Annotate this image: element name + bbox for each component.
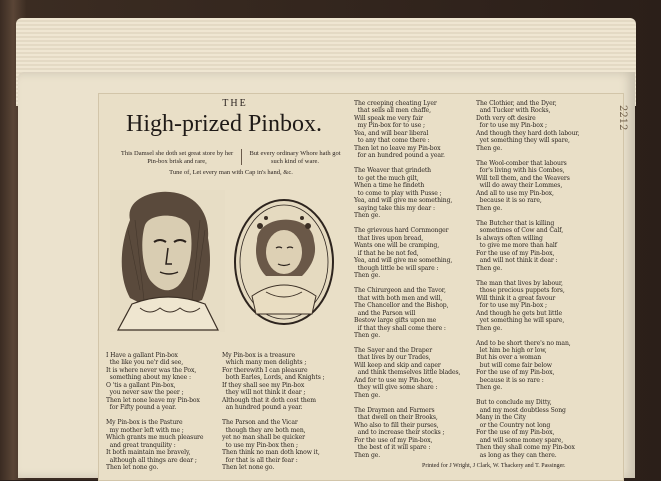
verse-column-1: I Have a gallant Pin-box the like you ne'r did see, It is where never was the Pox, something about my knee : O 'tis a gallant Pin-box, you never saw the peer ; Then let none leave my Pin-box for Fifty pound a year. My Pin-box is the Pasture my mother left with me ; Which grants me much pleasure and great tranquility : It both maintain me bravely, although all things are dear ; Then let none go. bbox=[106, 352, 204, 472]
title-prefix: THE bbox=[222, 98, 248, 109]
verse-column-2: My Pin-box is a treasure which many men delights ; For therewith I can pleasure both Earles, Lords, and Knights ; If they shall see my Pin-box they will not think it dear ; Although that it doth cost them an hundred pound a year. The Parson and the Vicar though they are both men, yet no man shall be quicker to use my Pin-box then ; Then think no man doth know it, for that is all their fear : Then let none go. bbox=[222, 352, 325, 472]
verse-column-4: The Clothier, and the Dyer, and Tucker with Rocks, Doth very oft desire for to use my Pin-box ; And though they hard doth labour, yet something they will spare, Then ge. The Wool-comber that labours for's living with his Combes, Will tell them, and the Weavers will do away their Lommes, And all to use my Pin-box, because it is so rare, Then ge. The Butcher that is killing sometimes of Cow and Calf, Is always often willing to give me more than half For the use of my Pin-box, and will not think it dear : Then ge. The man that lives by labour, those precious puppets fors, Will think it a great favour for to use my Pin-box ; And though he gets but little yet something he will spare, Then ge. And to be short there's no man, let him be high or low, But his over a woman but will come fair below For the use of my Pin-box, because it is so rare : Then ge. But to conclude my Ditty, and my most doubtless Song Many in the City or the Country not long For the use of my Pin-box, and will some money spare, Then they shall come my Pin-box as long as they can there. bbox=[476, 100, 580, 459]
woman-woodcut-image bbox=[232, 196, 337, 328]
subtitle-right: But every ordinary Whore hath got such kind of ware. bbox=[249, 150, 341, 165]
verse-column-3: The creeping cheating Lyer that sells all men chaffe, Will speak me very fair my Pin-box for to use ; Yea, and will bear liberal to any that come there : Then let no leave my Pin-box for an hundred pound a year. The Weaver that grindeth to get the much gilt, When a time he findeth to come to play with Pusse ; Yea, and will give me something, saying take this my dear : Then ge. The grievous hard Cornmonger that lives upon bread, Wants one will be cramping, if that he be not fed, Yea, and will give me something, though little be will spare : Then ge. The Chirurgeon and the Tavor, that with both men and will, The Chancellor and the Bishop, and the Parson will Bestow large gifts upon me if that they shall come there : Then ge. The Sayer and the Draper that lives by our Trades, Will keep and skip and caper and think themselves little blades, And for to use my Pin-box, they will give some share : Then ge. The Draymen and Farmers that dwell on their Brooks, Who also to fill their purses, and to increase their stocks ; For the use of my Pin-box, the best of it will spare : Then ge. bbox=[354, 100, 461, 459]
subtitle-divider bbox=[241, 149, 242, 165]
subtitle-left: This Damsel she doth set great store by her Pin-box brisk and rare, bbox=[120, 150, 234, 165]
printer-imprint: Printed for J Wright, J Clark, W. Thackery and T. Passinger. bbox=[422, 463, 566, 469]
folio-number: 2212 bbox=[617, 105, 628, 131]
tune-line: Tune of, Let every man with Cap in's hand, &c. bbox=[169, 169, 293, 176]
man-woodcut-image bbox=[110, 190, 225, 332]
ballad-title: High-prized Pinbox. bbox=[126, 111, 322, 137]
